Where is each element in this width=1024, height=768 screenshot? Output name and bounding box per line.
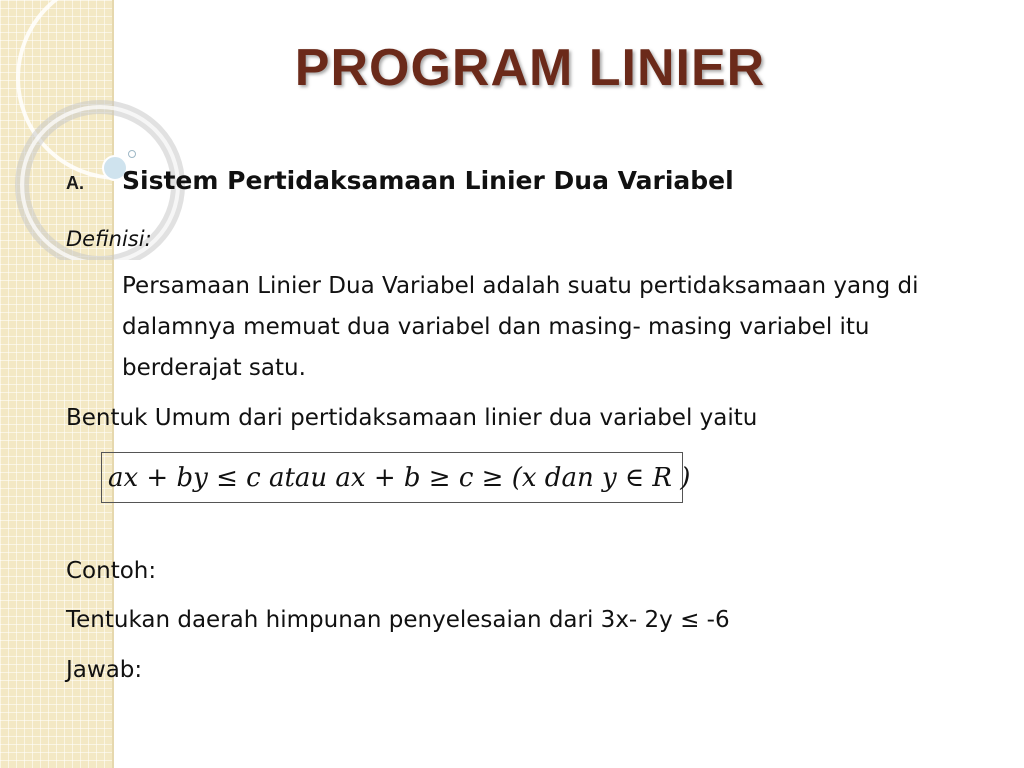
answer-label: Jawab: [66, 657, 143, 683]
section-title: Sistem Pertidaksamaan Linier Dua Variabel [122, 166, 734, 195]
definition-body: Persamaan Linier Dua Variabel adalah suatu pertidaksamaan yang di dalamnya memuat dua variabel dan masing- masing variabel itu berderajat satu. [122, 273, 919, 381]
page-title: PROGRAM LINIER [294, 39, 766, 97]
general-form-text: Bentuk Umum dari pertidaksamaan linier dua variabel yaitu [66, 405, 758, 431]
example-text: Tentukan daerah himpunan penyelesaian dari 3x- 2y ≤ -6 [66, 607, 730, 633]
section-letter: A. [66, 173, 84, 193]
section-heading [66, 166, 734, 195]
formula-image: ax + by ≤ c atau ax + b ≥ c ≥ (x dan y ∈ R ) [101, 452, 683, 503]
definition-label: Definisi: [66, 227, 152, 251]
example-label: Contoh: [66, 558, 157, 584]
